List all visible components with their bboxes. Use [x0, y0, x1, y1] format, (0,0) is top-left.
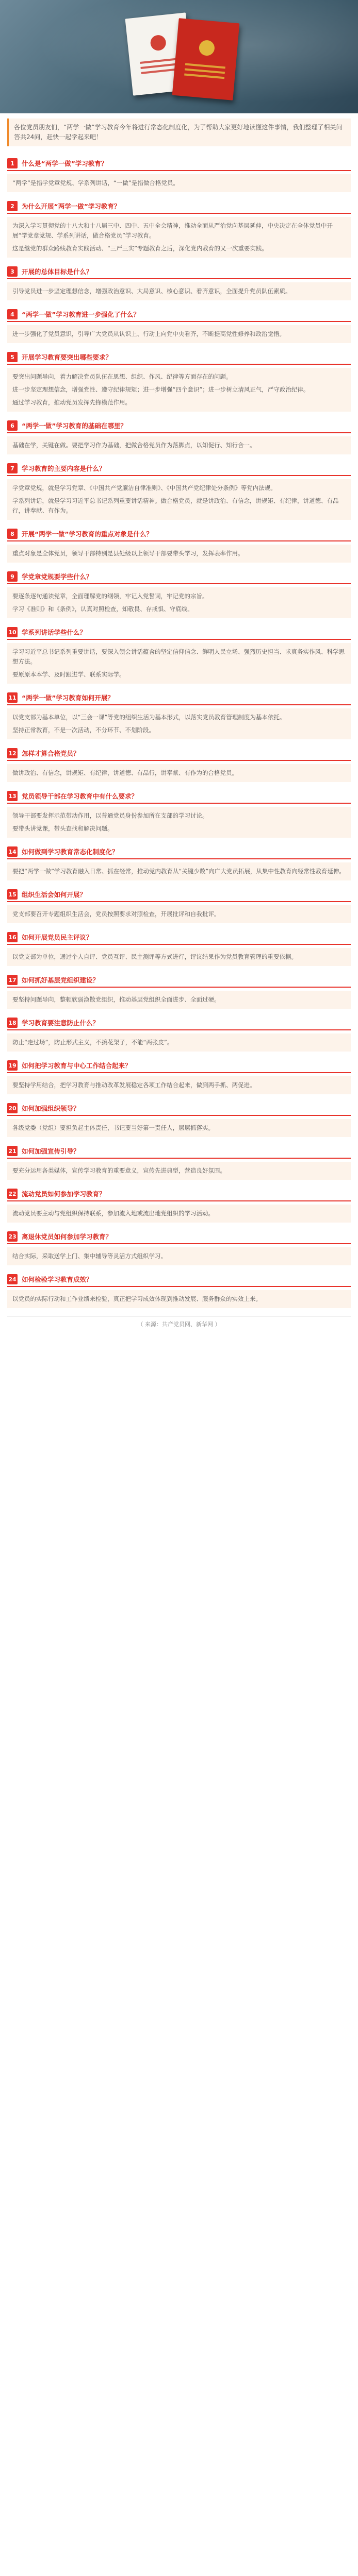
answer-paragraph: 学习《准则》和《条例》，认真对照检查，知敬畏、存戒惧、守底线。	[12, 605, 193, 613]
question-title: 开展“两学一做”学习教育的重点对象是什么？	[22, 530, 153, 538]
qa-block	[7, 1230, 351, 1265]
question-title: 流动党员如何参加学习教育？	[22, 1190, 106, 1198]
question-header	[7, 625, 351, 640]
question-title: 学习教育要注意防止什么？	[22, 1019, 100, 1027]
qa-block	[7, 691, 351, 739]
answer-box	[7, 1205, 351, 1223]
answer-paragraph: 要充分运用各类媒体，宣传学习教育的重要意义，宣传先进典型，营造良好氛围。	[12, 1167, 226, 1174]
answer-box	[7, 807, 351, 838]
answer-box	[7, 174, 351, 192]
question-header	[7, 1101, 351, 1116]
qa-block	[7, 527, 351, 563]
answer-box	[7, 436, 351, 454]
qa-block	[7, 1273, 351, 1308]
answer-paragraph: 要原原本本学、及时跟进学、联系实际学。	[12, 671, 125, 678]
question-header	[7, 845, 351, 859]
question-number-badge: 23	[7, 1231, 18, 1242]
question-number-badge: 12	[7, 748, 18, 758]
question-number-badge: 21	[7, 1146, 18, 1156]
question-number-badge: 6	[7, 420, 18, 431]
qa-block	[7, 1101, 351, 1137]
question-header	[7, 157, 351, 171]
answer-paragraph: 要逐条逐句通读党章，全面理解党的纲领，牢记入党誓词，牢记党的宗旨。	[12, 592, 208, 600]
question-number-badge: 20	[7, 1103, 18, 1113]
answer-box	[7, 1290, 351, 1308]
answer-paragraph: 以党支部为单位，通过个人自评、党员互评、民主测评等方式进行，评议结果作为党员教育管理的重要依据。	[12, 953, 297, 960]
qa-block	[7, 419, 351, 454]
answer-paragraph: 重点对象是全体党员，领导干部特别是县处级以上领导干部要带头学习，发挥表率作用。	[12, 550, 244, 557]
qa-block	[7, 199, 351, 258]
answer-paragraph: 坚持正常教育，不是一次活动，不分环节、不划阶段。	[12, 726, 155, 734]
question-title: 离退休党员如何参加学习教育？	[22, 1233, 112, 1241]
question-number-badge: 16	[7, 932, 18, 942]
answer-paragraph: 这是继党的群众路线教育实践活动、“三严三实”专题教育之后，深化党内教育的又一次重要实践。	[12, 245, 268, 252]
question-number-badge: 1	[7, 158, 18, 168]
answer-box	[7, 1033, 351, 1052]
qa-block	[7, 789, 351, 838]
qa-list	[0, 146, 358, 1308]
qa-block	[7, 625, 351, 684]
book-title-lines	[184, 63, 225, 82]
question-title: 学习教育的主要内容是什么？	[22, 465, 106, 472]
question-header	[7, 1016, 351, 1030]
qa-block	[7, 308, 351, 343]
answer-box	[7, 764, 351, 782]
question-header	[7, 527, 351, 541]
answer-box	[7, 217, 351, 258]
question-number-badge: 4	[7, 309, 18, 319]
question-title: 怎样才算合格党员？	[22, 750, 80, 757]
answer-paragraph: 学党章党规，就是学习党章、《中国共产党廉洁自律准则》、《中国共产党纪律处分条例》等党内法规。	[12, 484, 276, 492]
answer-paragraph: 通过学习教育，推动党员发挥先锋模范作用。	[12, 399, 131, 406]
question-title: 如何加强组织领导？	[22, 1105, 80, 1112]
answer-paragraph: 要突出问题导向，着力解决党员队伍在思想、组织、作风、纪律等方面存在的问题。	[12, 373, 232, 380]
source-footer: （ 来源：共产党员网、新华网 ）	[7, 1316, 351, 1328]
qa-block	[7, 1016, 351, 1052]
party-emblem-icon	[199, 40, 216, 57]
answer-box	[7, 948, 351, 966]
answer-paragraph: 党支部要召开专题组织生活会，党员按照要求对照检查，开展批评和自我批评。	[12, 910, 220, 918]
intro-text: 各位党员朋友们，“两学一做”学习教育今年将进行常态化制度化，为了帮助大家更好地读懂这件事情，我们整理了相关问答共24问，赶快一起学起来吧！	[7, 118, 351, 146]
answer-box	[7, 643, 351, 684]
question-title: “两学一做”学习教育如何开展？	[22, 694, 114, 702]
question-number-badge: 2	[7, 201, 18, 211]
question-title: 开展学习教育要突出哪些要求？	[22, 353, 112, 361]
qa-block	[7, 157, 351, 192]
question-number-badge: 13	[7, 791, 18, 801]
answer-box	[7, 587, 351, 618]
question-header	[7, 930, 351, 945]
qa-block	[7, 1144, 351, 1180]
answer-paragraph: 基础在学，关键在做。要把学习作为基础，把做合格党员作为落脚点，以知促行、知行合一。	[12, 442, 256, 449]
question-title: “两学一做”学习教育进一步强化了什么？	[22, 311, 140, 318]
question-header	[7, 462, 351, 476]
question-header	[7, 1230, 351, 1244]
answer-paragraph: 进一步坚定理想信念，增强党性、遵守纪律规矩；进一步增强“四个意识”；进一步树立清风正气，严守政治纪律。	[12, 386, 310, 393]
answer-paragraph: 以党支部为基本单位，以“三会一课”等党的组织生活为基本形式，以落实党员教育管理制度为基本依托。	[12, 714, 286, 721]
qa-block	[7, 747, 351, 782]
question-title: 如何检验学习教育成效？	[22, 1276, 93, 1283]
answer-paragraph: 要坚持学用结合，把学习教育与推动改革发展稳定各项工作结合起来，做到两手抓、两促进。	[12, 1081, 256, 1089]
question-title: 学系列讲话学些什么？	[22, 629, 87, 636]
answer-box	[7, 1119, 351, 1137]
qa-block	[7, 462, 351, 520]
question-number-badge: 3	[7, 266, 18, 277]
question-number-badge: 24	[7, 1274, 18, 1284]
qa-block	[7, 973, 351, 1009]
question-number-badge: 18	[7, 1018, 18, 1028]
qa-block	[7, 888, 351, 923]
answer-box	[7, 479, 351, 520]
question-header	[7, 199, 351, 214]
answer-box	[7, 545, 351, 563]
question-title: “两学一做”学习教育的基础在哪里？	[22, 422, 127, 430]
qa-block	[7, 930, 351, 966]
question-header	[7, 570, 351, 584]
question-number-badge: 22	[7, 1189, 18, 1199]
question-header	[7, 265, 351, 279]
question-title: 如何做到学习教育常态化制度化？	[22, 848, 119, 856]
answer-paragraph: 做讲政治、有信念，讲规矩、有纪律，讲道德、有品行，讲奉献、有作为的合格党员。	[12, 769, 238, 776]
answer-box	[7, 905, 351, 923]
qa-block	[7, 1059, 351, 1094]
question-number-badge: 19	[7, 1060, 18, 1071]
question-header	[7, 1059, 351, 1073]
answer-paragraph: 学系列讲话，就是学习习近平总书记系列重要讲话精神。做合格党员，就是讲政治、有信念，讲规矩、有纪律，讲道德、有品行，讲奉献、有作为。	[12, 497, 339, 514]
answer-paragraph: 流动党员要主动与党组织保持联系，参加流入地或流出地党组织的学习活动。	[12, 1210, 214, 1217]
question-title: 组织生活会如何开展？	[22, 891, 87, 899]
question-title: 为什么开展“两学一做”学习教育？	[22, 202, 121, 210]
question-number-badge: 14	[7, 846, 18, 857]
answer-paragraph: 要把“两学一做”学习教育融入日常、抓在经常，推动党内教育从“关键少数”向广大党员拓展，从集中性教育向经常性教育延伸。	[12, 868, 345, 875]
answer-paragraph: 结合实际，采取送学上门、集中辅导等灵活方式组织学习。	[12, 1252, 167, 1260]
question-header	[7, 1187, 351, 1201]
qa-block	[7, 1187, 351, 1223]
question-number-badge: 5	[7, 352, 18, 362]
answer-paragraph: 引导党员进一步坚定理想信念，增强政治意识、大局意识、核心意识、看齐意识，全面提升党员队伍素质。	[12, 287, 291, 295]
question-header	[7, 691, 351, 705]
answer-paragraph: 学习习近平总书记系列重要讲话，要深入领会讲话蕴含的坚定信仰信念、鲜明人民立场、强烈历史担当、求真务实作风、科学思想方法。	[12, 648, 345, 665]
question-header	[7, 789, 351, 804]
qa-block	[7, 265, 351, 300]
answer-paragraph: 要带头讲党课，带头查找和解决问题。	[12, 825, 113, 832]
question-number-badge: 7	[7, 463, 18, 473]
question-header	[7, 308, 351, 322]
answer-paragraph: 以党员的实际行动和工作业绩来检验，真正把学习成效体现到推动发展、服务群众的实效上来。	[12, 1295, 262, 1302]
question-number-badge: 15	[7, 889, 18, 900]
answer-box	[7, 325, 351, 343]
question-number-badge: 9	[7, 571, 18, 582]
hero-image	[0, 0, 358, 113]
qa-block	[7, 570, 351, 618]
question-title: 开展的总体目标是什么？	[22, 268, 93, 276]
answer-box	[7, 368, 351, 412]
qa-block	[7, 845, 351, 880]
question-number-badge: 8	[7, 529, 18, 539]
answer-box	[7, 708, 351, 739]
answer-paragraph: 为深入学习贯彻党的十八大和十八届三中、四中、五中全会精神，推动全面从严治党向基层延伸，中央决定在全体党员中开展“学党章党规、学系列讲话，做合格党员”学习教育。	[12, 222, 333, 239]
question-title: 如何抓好基层党组织建设？	[22, 976, 100, 984]
book-cover-image	[172, 18, 240, 100]
question-title: 党员领导干部在学习教育中有什么要求？	[22, 792, 138, 800]
question-header	[7, 350, 351, 365]
question-number-badge: 17	[7, 975, 18, 985]
qa-block	[7, 350, 351, 412]
answer-box	[7, 1076, 351, 1094]
answer-box	[7, 862, 351, 880]
question-header	[7, 747, 351, 761]
answer-paragraph: 各级党委（党组）要担负起主体责任，书记要当好第一责任人，层层抓落实。	[12, 1124, 214, 1131]
question-header	[7, 1273, 351, 1287]
question-header	[7, 419, 351, 433]
answer-box	[7, 1247, 351, 1265]
question-title: 学党章党规要学些什么？	[22, 573, 93, 581]
answer-paragraph: “两学”是指学党章党规、学系列讲话，“一做”是指做合格党员。	[12, 179, 179, 187]
question-number-badge: 10	[7, 627, 18, 637]
question-header	[7, 1144, 351, 1159]
answer-paragraph: 要坚持问题导向，整顿软弱涣散党组织，推动基层党组织全面进步、全面过硬。	[12, 996, 220, 1003]
question-title: 如何开展党员民主评议？	[22, 934, 93, 941]
question-title: 什么是“两学一做”学习教育？	[22, 160, 108, 167]
question-header	[7, 888, 351, 902]
answer-paragraph: 防止“走过场”，防止形式主义，不搞花架子，不能“两张皮”。	[12, 1039, 173, 1046]
answer-paragraph: 进一步强化了党员意识，引导广大党员从认识上、行动上向党中央看齐，不断提高党性修养和政治觉悟。	[12, 330, 285, 337]
question-number-badge: 11	[7, 692, 18, 703]
question-header	[7, 973, 351, 988]
answer-paragraph: 领导干部要发挥示范带动作用，以普通党员身份参加所在支部的学习讨论。	[12, 812, 208, 819]
answer-box	[7, 1162, 351, 1180]
party-emblem-icon	[150, 35, 167, 52]
question-title: 如何加强宣传引导？	[22, 1147, 80, 1155]
question-title: 如何把学习教育与中心工作结合起来？	[22, 1062, 132, 1070]
answer-box	[7, 282, 351, 300]
answer-box	[7, 991, 351, 1009]
